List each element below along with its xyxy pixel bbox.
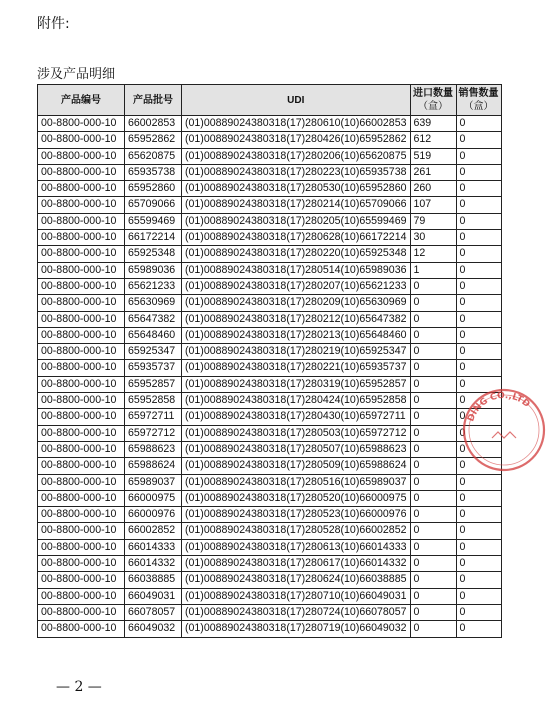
cell-product-code: 00-8800-000-10 (38, 132, 125, 148)
table-row (38, 230, 502, 246)
cell-batch-number: 65648460 (125, 327, 182, 343)
table-row (38, 572, 502, 588)
cell-import-qty: 0 (410, 539, 456, 555)
cell-udi: (01)00889024380318(17)280523(10)66000976 (182, 507, 411, 523)
cell-import-qty: 0 (410, 621, 456, 637)
cell-sales-qty: 0 (456, 604, 501, 620)
cell-product-code: 00-8800-000-10 (38, 539, 125, 555)
cell-udi: (01)00889024380318(17)280516(10)65989037 (182, 474, 411, 490)
svg-text:DING CO.,LTD: DING CO.,LTD (466, 390, 532, 424)
cell-import-qty: 260 (410, 181, 456, 197)
attachment-label: 附件: (37, 16, 70, 32)
cell-import-qty: 0 (410, 278, 456, 294)
cell-product-code: 00-8800-000-10 (38, 230, 125, 246)
cell-udi: (01)00889024380318(17)280212(10)65647382 (182, 311, 411, 327)
cell-sales-qty: 0 (456, 197, 501, 213)
cell-product-code: 00-8800-000-10 (38, 360, 125, 376)
cell-udi: (01)00889024380318(17)280719(10)66049032 (182, 621, 411, 637)
cell-batch-number: 65952860 (125, 181, 182, 197)
cell-sales-qty: 0 (456, 311, 501, 327)
cell-product-code: 00-8800-000-10 (38, 164, 125, 180)
cell-udi: (01)00889024380318(17)280530(10)65952860 (182, 181, 411, 197)
cell-product-code: 00-8800-000-10 (38, 572, 125, 588)
cell-sales-qty: 0 (456, 148, 501, 164)
cell-batch-number: 65988624 (125, 458, 182, 474)
cell-product-code: 00-8800-000-10 (38, 197, 125, 213)
table-row (38, 278, 502, 294)
cell-sales-qty: 0 (456, 344, 501, 360)
table-row (38, 588, 502, 604)
cell-udi: (01)00889024380318(17)280514(10)65989036 (182, 262, 411, 278)
table-row (38, 507, 502, 523)
col-unit: （盒） (463, 101, 494, 112)
cell-product-code: 00-8800-000-10 (38, 556, 125, 572)
cell-batch-number: 66002853 (125, 116, 182, 132)
cell-import-qty: 261 (410, 164, 456, 180)
cell-product-code: 00-8800-000-10 (38, 393, 125, 409)
cell-batch-number: 65935738 (125, 164, 182, 180)
cell-import-qty: 0 (410, 572, 456, 588)
table-row (38, 490, 502, 506)
cell-sales-qty: 0 (456, 393, 501, 409)
cell-product-code: 00-8800-000-10 (38, 246, 125, 262)
table-row (38, 197, 502, 213)
table-header-row (38, 85, 502, 116)
cell-udi: (01)00889024380318(17)280426(10)65952862 (182, 132, 411, 148)
cell-product-code: 00-8800-000-10 (38, 523, 125, 539)
cell-import-qty: 519 (410, 148, 456, 164)
cell-sales-qty: 0 (456, 327, 501, 343)
cell-import-qty: 30 (410, 230, 456, 246)
cell-udi: (01)00889024380318(17)280223(10)65935738 (182, 164, 411, 180)
col-header-udi: UDI (182, 85, 411, 116)
cell-import-qty: 0 (410, 311, 456, 327)
cell-batch-number: 65972712 (125, 425, 182, 441)
cell-sales-qty: 0 (456, 132, 501, 148)
table-row (38, 295, 502, 311)
cell-udi: (01)00889024380318(17)280617(10)66014332 (182, 556, 411, 572)
cell-batch-number: 66000976 (125, 507, 182, 523)
cell-import-qty: 0 (410, 441, 456, 457)
cell-sales-qty: 0 (456, 181, 501, 197)
cell-import-qty: 0 (410, 458, 456, 474)
table-row (38, 376, 502, 392)
table-row (38, 556, 502, 572)
cell-udi: (01)00889024380318(17)280319(10)65952857 (182, 376, 411, 392)
cell-product-code: 00-8800-000-10 (38, 604, 125, 620)
table-row (38, 523, 502, 539)
cell-udi: (01)00889024380318(17)280430(10)65972711 (182, 409, 411, 425)
cell-udi: (01)00889024380318(17)280520(10)66000975 (182, 490, 411, 506)
cell-udi: (01)00889024380318(17)280613(10)66014333 (182, 539, 411, 555)
cell-batch-number: 65952857 (125, 376, 182, 392)
cell-import-qty: 0 (410, 523, 456, 539)
cell-sales-qty: 0 (456, 246, 501, 262)
cell-sales-qty: 0 (456, 490, 501, 506)
cell-udi: (01)00889024380318(17)280205(10)65599469 (182, 213, 411, 229)
cell-batch-number: 65709066 (125, 197, 182, 213)
cell-sales-qty: 0 (456, 116, 501, 132)
cell-import-qty: 0 (410, 360, 456, 376)
cell-batch-number: 66014332 (125, 556, 182, 572)
cell-product-code: 00-8800-000-10 (38, 588, 125, 604)
cell-product-code: 00-8800-000-10 (38, 278, 125, 294)
cell-product-code: 00-8800-000-10 (38, 344, 125, 360)
table-body (38, 116, 502, 638)
cell-sales-qty: 0 (456, 539, 501, 555)
cell-udi: (01)00889024380318(17)280207(10)65621233 (182, 278, 411, 294)
table-row (38, 458, 502, 474)
cell-udi: (01)00889024380318(17)280710(10)66049031 (182, 588, 411, 604)
col-header-sales-qty: 销售数量 （盒） (456, 85, 501, 116)
col-header-import-qty: 进口数量 （盒） (410, 85, 456, 116)
cell-batch-number: 65952858 (125, 393, 182, 409)
cell-product-code: 00-8800-000-10 (38, 458, 125, 474)
cell-udi: (01)00889024380318(17)280509(10)65988624 (182, 458, 411, 474)
cell-product-code: 00-8800-000-10 (38, 474, 125, 490)
table-row (38, 539, 502, 555)
cell-batch-number: 66038885 (125, 572, 182, 588)
table-row (38, 148, 502, 164)
cell-product-code: 00-8800-000-10 (38, 507, 125, 523)
cell-batch-number: 66172214 (125, 230, 182, 246)
cell-product-code: 00-8800-000-10 (38, 262, 125, 278)
cell-sales-qty: 0 (456, 295, 501, 311)
cell-product-code: 00-8800-000-10 (38, 311, 125, 327)
cell-import-qty: 639 (410, 116, 456, 132)
table-row (38, 132, 502, 148)
cell-product-code: 00-8800-000-10 (38, 148, 125, 164)
cell-import-qty: 0 (410, 376, 456, 392)
cell-sales-qty: 0 (456, 262, 501, 278)
cell-udi: (01)00889024380318(17)280503(10)65972712 (182, 425, 411, 441)
table-row (38, 360, 502, 376)
cell-sales-qty: 0 (456, 360, 501, 376)
cell-product-code: 00-8800-000-10 (38, 295, 125, 311)
cell-import-qty: 0 (410, 344, 456, 360)
cell-sales-qty: 0 (456, 213, 501, 229)
cell-udi: (01)00889024380318(17)280209(10)65630969 (182, 295, 411, 311)
cell-sales-qty: 0 (456, 164, 501, 180)
cell-batch-number: 66000975 (125, 490, 182, 506)
cell-sales-qty: 0 (456, 458, 501, 474)
cell-sales-qty: 0 (456, 409, 501, 425)
cell-sales-qty: 0 (456, 376, 501, 392)
cell-sales-qty: 0 (456, 556, 501, 572)
cell-batch-number: 65630969 (125, 295, 182, 311)
col-header-product-code: 产品编号 (38, 85, 125, 116)
cell-batch-number: 65972711 (125, 409, 182, 425)
table-row (38, 164, 502, 180)
cell-product-code: 00-8800-000-10 (38, 441, 125, 457)
table-row (38, 311, 502, 327)
cell-import-qty: 0 (410, 393, 456, 409)
table-row (38, 604, 502, 620)
cell-batch-number: 66014333 (125, 539, 182, 555)
cell-udi: (01)00889024380318(17)280219(10)65925347 (182, 344, 411, 360)
cell-udi: (01)00889024380318(17)280624(10)66038885 (182, 572, 411, 588)
cell-import-qty: 0 (410, 295, 456, 311)
cell-sales-qty: 0 (456, 278, 501, 294)
cell-product-code: 00-8800-000-10 (38, 490, 125, 506)
cell-import-qty: 0 (410, 507, 456, 523)
cell-udi: (01)00889024380318(17)280220(10)65925348 (182, 246, 411, 262)
cell-import-qty: 12 (410, 246, 456, 262)
cell-import-qty: 0 (410, 588, 456, 604)
cell-import-qty: 0 (410, 474, 456, 490)
cell-import-qty: 0 (410, 556, 456, 572)
cell-import-qty: 0 (410, 425, 456, 441)
cell-import-qty: 79 (410, 213, 456, 229)
table-row (38, 213, 502, 229)
cell-batch-number: 66049032 (125, 621, 182, 637)
col-header-batch-number: 产品批号 (125, 85, 182, 116)
cell-sales-qty: 0 (456, 588, 501, 604)
cell-import-qty: 612 (410, 132, 456, 148)
cell-product-code: 00-8800-000-10 (38, 181, 125, 197)
cell-product-code: 00-8800-000-10 (38, 425, 125, 441)
cell-batch-number: 65935737 (125, 360, 182, 376)
cell-product-code: 00-8800-000-10 (38, 409, 125, 425)
cell-batch-number: 65599469 (125, 213, 182, 229)
cell-udi: (01)00889024380318(17)280213(10)65648460 (182, 327, 411, 343)
cell-import-qty: 0 (410, 409, 456, 425)
cell-batch-number: 65647382 (125, 311, 182, 327)
table-row (38, 116, 502, 132)
cell-import-qty: 107 (410, 197, 456, 213)
cell-udi: (01)00889024380318(17)280724(10)66078057 (182, 604, 411, 620)
cell-product-code: 00-8800-000-10 (38, 213, 125, 229)
table-row (38, 246, 502, 262)
table-row (38, 181, 502, 197)
cell-product-code: 00-8800-000-10 (38, 327, 125, 343)
product-table (37, 84, 502, 638)
cell-product-code: 00-8800-000-10 (38, 621, 125, 637)
table-row (38, 327, 502, 343)
cell-batch-number: 65621233 (125, 278, 182, 294)
cell-batch-number: 65989036 (125, 262, 182, 278)
cell-udi: (01)00889024380318(17)280214(10)65709066 (182, 197, 411, 213)
cell-sales-qty: 0 (456, 474, 501, 490)
cell-sales-qty: 0 (456, 425, 501, 441)
cell-udi: (01)00889024380318(17)280424(10)65952858 (182, 393, 411, 409)
cell-batch-number: 65988623 (125, 441, 182, 457)
cell-import-qty: 0 (410, 604, 456, 620)
cell-sales-qty: 0 (456, 507, 501, 523)
cell-batch-number: 66078057 (125, 604, 182, 620)
table-row (38, 621, 502, 637)
table-row (38, 262, 502, 278)
table-row (38, 425, 502, 441)
page-number: — 2 — (56, 679, 102, 695)
cell-product-code: 00-8800-000-10 (38, 116, 125, 132)
cell-sales-qty: 0 (456, 572, 501, 588)
cell-udi: (01)00889024380318(17)280528(10)66002852 (182, 523, 411, 539)
cell-udi: (01)00889024380318(17)280206(10)65620875 (182, 148, 411, 164)
cell-batch-number: 65925348 (125, 246, 182, 262)
cell-sales-qty: 0 (456, 230, 501, 246)
cell-udi: (01)00889024380318(17)280221(10)65935737 (182, 360, 411, 376)
cell-sales-qty: 0 (456, 523, 501, 539)
cell-udi: (01)00889024380318(17)280610(10)66002853 (182, 116, 411, 132)
cell-sales-qty: 0 (456, 441, 501, 457)
cell-batch-number: 66002852 (125, 523, 182, 539)
cell-udi: (01)00889024380318(17)280507(10)65988623 (182, 441, 411, 457)
table-row (38, 441, 502, 457)
cell-sales-qty: 0 (456, 621, 501, 637)
table-row (38, 344, 502, 360)
cell-import-qty: 1 (410, 262, 456, 278)
cell-product-code: 00-8800-000-10 (38, 376, 125, 392)
table-row (38, 474, 502, 490)
cell-udi: (01)00889024380318(17)280628(10)66172214 (182, 230, 411, 246)
cell-batch-number: 65989037 (125, 474, 182, 490)
table-row (38, 409, 502, 425)
cell-batch-number: 65952862 (125, 132, 182, 148)
cell-batch-number: 66049031 (125, 588, 182, 604)
cell-import-qty: 0 (410, 327, 456, 343)
cell-import-qty: 0 (410, 490, 456, 506)
col-unit: （盒） (418, 101, 448, 112)
cell-batch-number: 65620875 (125, 148, 182, 164)
section-title: 涉及产品明细 (37, 67, 116, 82)
cell-batch-number: 65925347 (125, 344, 182, 360)
table-row (38, 393, 502, 409)
